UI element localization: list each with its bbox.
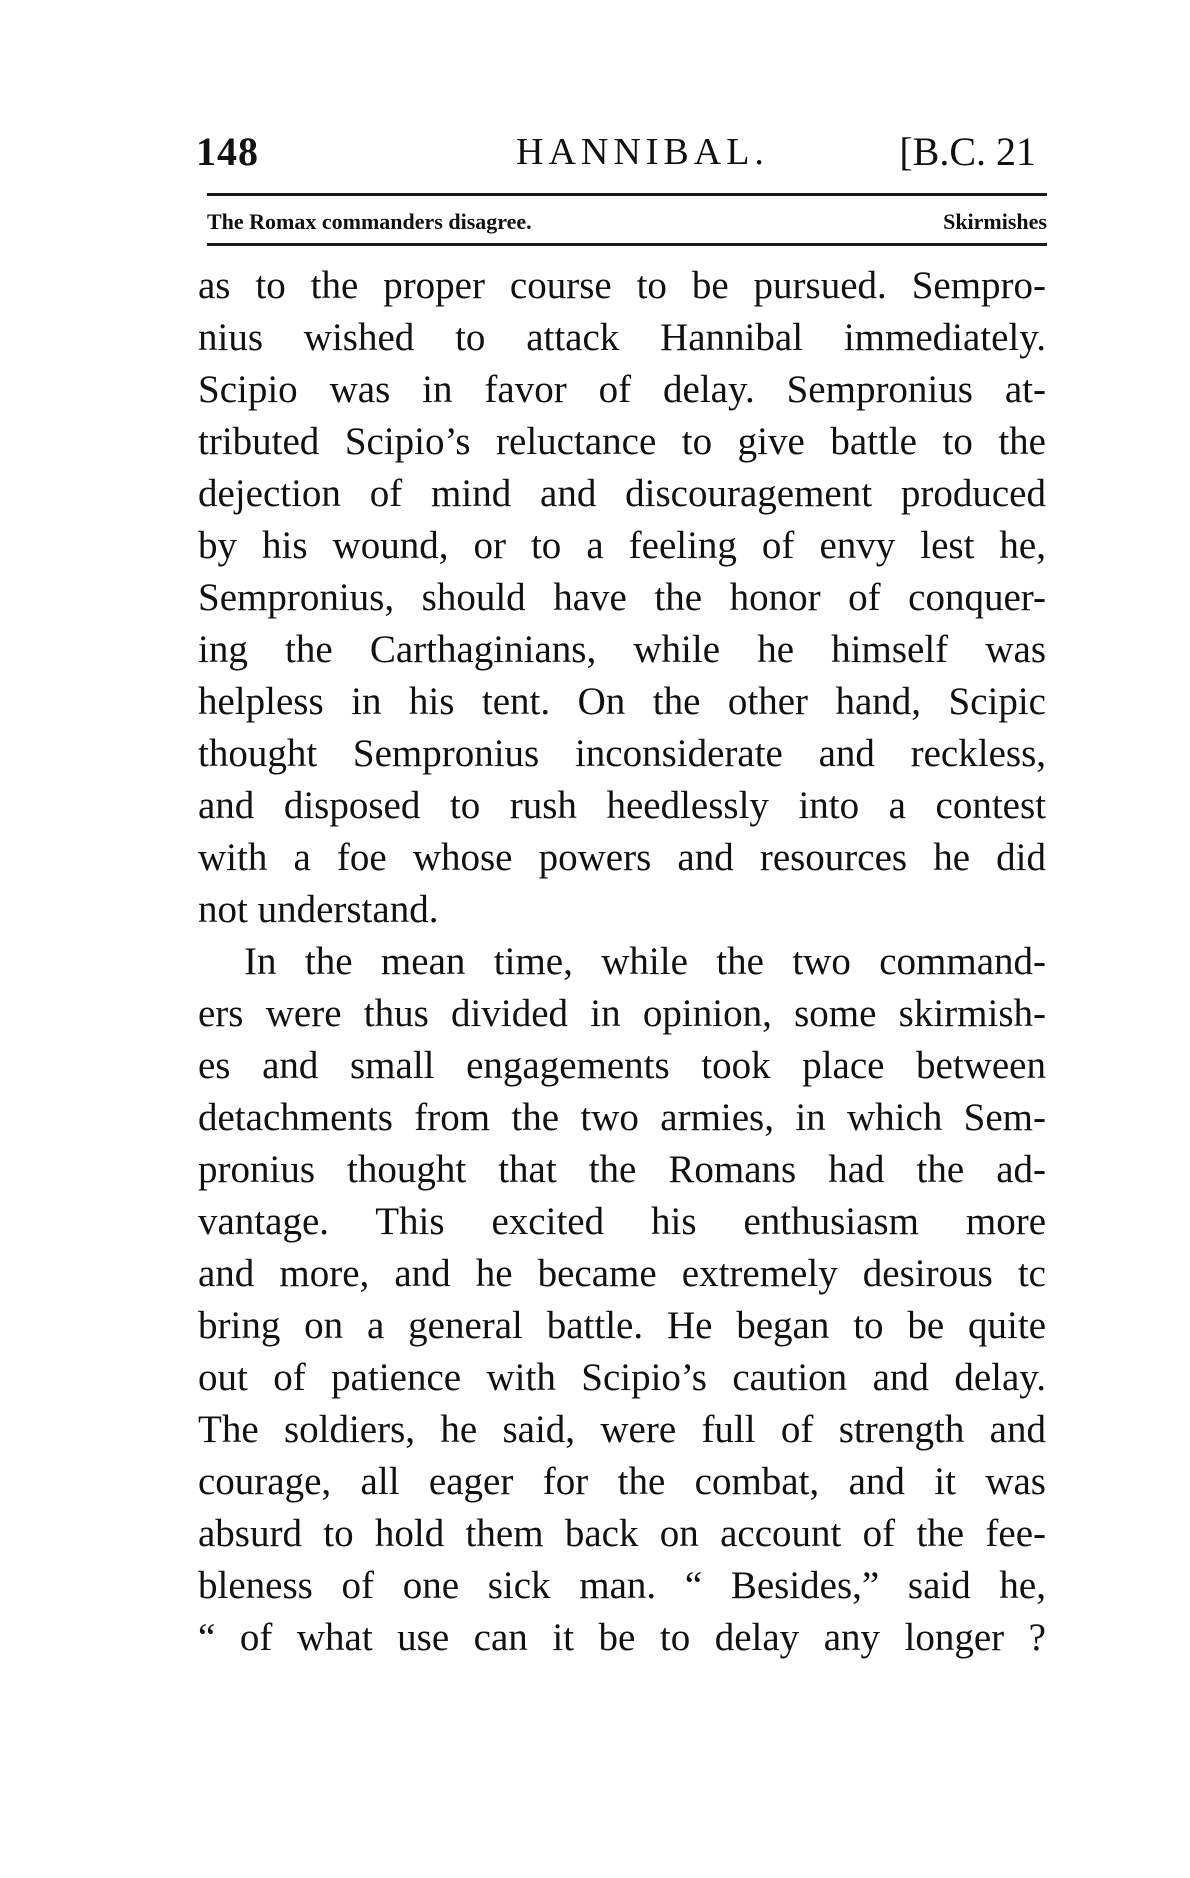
text-line: courage, all eager for the combat, and it was [198, 1460, 1046, 1503]
body-text [198, 260, 1046, 1664]
text-line: bring on a general battle. He began to be quite [198, 1304, 1046, 1347]
text-line: ers were thus divided in opinion, some skirmish- [198, 992, 1046, 1035]
page-number: 148 [196, 129, 259, 174]
bottom-rule [207, 243, 1047, 246]
subhead-left: The Romax commanders disagree. [207, 209, 532, 234]
text-line: In the mean time, while the two command- [244, 940, 1046, 983]
text-line: vantage. This excited his enthusiasm more [198, 1200, 1046, 1243]
book-title: HANNIBAL. [516, 131, 769, 173]
text-line: The soldiers, he said, were full of strength and [198, 1408, 1046, 1451]
text-line: es and small engagements took place between [198, 1044, 1046, 1087]
text-line: thought Sempronius inconsiderate and reckless, [198, 732, 1046, 775]
text-line: bleness of one sick man. “ Besides,” said he, [198, 1564, 1046, 1607]
text-line: “ of what use can it be to delay any longer ? [198, 1616, 1046, 1659]
text-line: dejection of mind and discouragement produced [198, 472, 1046, 515]
text-line: pronius thought that the Romans had the ad- [198, 1148, 1046, 1191]
text-line: with a foe whose powers and resources he did [198, 836, 1046, 879]
text-line: ing the Carthaginians, while he himself was [198, 628, 1046, 671]
text-line: and more, and he became extremely desirous tc [198, 1252, 1046, 1295]
text-line: Sempronius, should have the honor of conquer- [198, 576, 1046, 619]
running-head [196, 122, 1044, 178]
text-line: Scipio was in favor of delay. Sempronius at- [198, 368, 1046, 411]
text-line: helpless in his tent. On the other hand, Scipic [198, 680, 1046, 723]
text-line: nius wished to attack Hannibal immediately. [198, 316, 1046, 359]
text-line: by his wound, or to a feeling of envy lest he, [198, 524, 1046, 567]
text-line: not understand. [198, 888, 439, 931]
text-line: as to the proper course to be pursued. Sempro- [198, 264, 1046, 307]
text-line: out of patience with Scipio’s caution and delay. [198, 1356, 1046, 1399]
date-reference: [B.C. 21 [899, 129, 1036, 174]
text-line: detachments from the two armies, in which Sem- [198, 1096, 1046, 1139]
text-line: absurd to hold them back on account of the fee- [198, 1512, 1046, 1555]
marginal-subhead [207, 205, 1047, 239]
text-line: and disposed to rush heedlessly into a contest [198, 784, 1046, 827]
text-line: tributed Scipio’s reluctance to give battle to the [198, 420, 1046, 463]
subhead-right: Skirmishes [943, 209, 1047, 234]
top-rule [207, 193, 1047, 196]
